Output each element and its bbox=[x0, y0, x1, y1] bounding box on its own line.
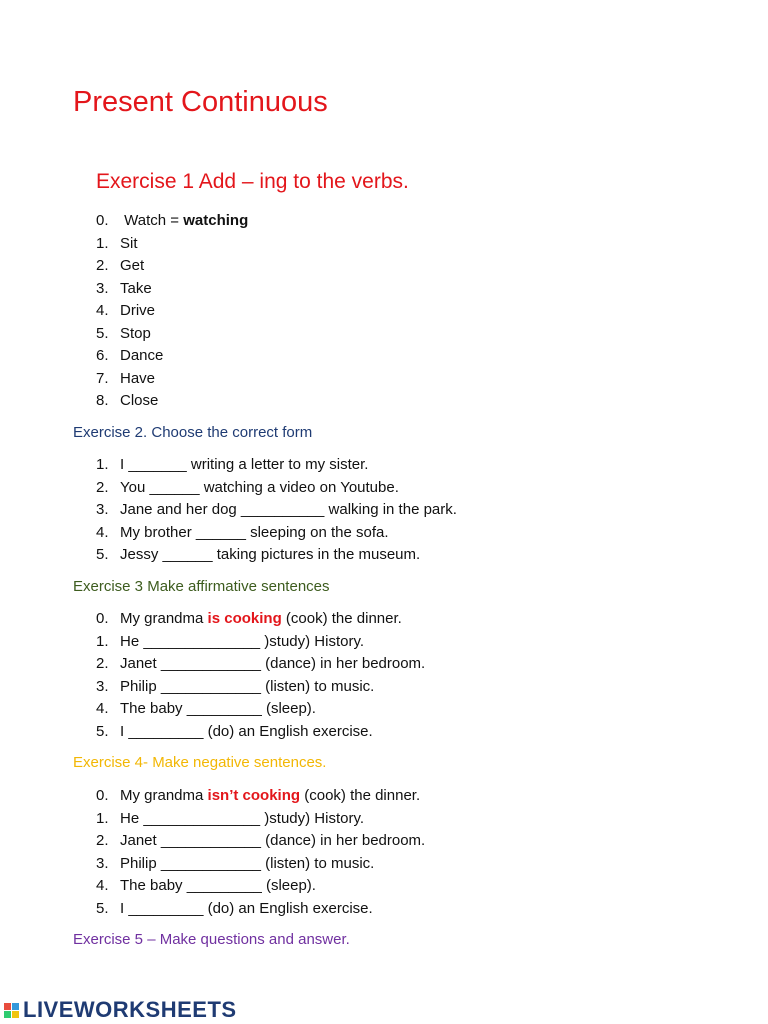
item-text: Close bbox=[120, 392, 159, 409]
item-text: Sit bbox=[120, 234, 138, 252]
list-item[interactable] bbox=[96, 477, 457, 500]
item-text: Stop bbox=[120, 324, 151, 342]
item-number: 5. bbox=[96, 722, 109, 740]
example-answer: watching bbox=[183, 212, 249, 229]
item-number: 0. bbox=[96, 610, 109, 627]
list-item[interactable] bbox=[96, 390, 248, 413]
exercise-3-list bbox=[96, 608, 425, 743]
item-number: 4. bbox=[96, 523, 109, 541]
item-text: The baby _________ (sleep). bbox=[120, 877, 316, 894]
item-text: Drive bbox=[120, 302, 156, 319]
logo-square bbox=[12, 1003, 19, 1010]
item-number: 3. bbox=[96, 677, 109, 695]
item-text: I _______ writing a letter to my sister. bbox=[120, 456, 369, 473]
item-text: He ______________ )study) History. bbox=[120, 632, 365, 650]
item-number: 0. bbox=[96, 787, 109, 804]
list-item[interactable] bbox=[96, 454, 457, 477]
logo-text: LIVEWORKSHEETS bbox=[23, 997, 237, 1022]
list-item[interactable] bbox=[96, 898, 425, 921]
page-title: Present Continuous bbox=[73, 86, 328, 118]
item-text: Janet ____________ (dance) in her bedroom. bbox=[120, 655, 426, 672]
item-number: 2. bbox=[96, 655, 109, 672]
exercise-3-example bbox=[96, 608, 425, 631]
list-item[interactable] bbox=[96, 278, 248, 301]
list-item[interactable] bbox=[96, 853, 425, 876]
list-item[interactable] bbox=[96, 830, 425, 853]
example-answer: isn’t cooking bbox=[207, 787, 301, 804]
item-text: Dance bbox=[120, 347, 164, 364]
item-text: Janet ____________ (dance) in her bedroom. bbox=[120, 832, 426, 849]
item-number: 2. bbox=[96, 257, 109, 274]
item-number: 3. bbox=[96, 279, 109, 297]
logo-square bbox=[4, 1003, 11, 1010]
logo-grid-icon bbox=[4, 1003, 19, 1018]
list-item[interactable] bbox=[96, 345, 248, 368]
item-number: 7. bbox=[96, 369, 109, 387]
item-text: He ______________ )study) History. bbox=[120, 809, 365, 827]
exercise-1-list bbox=[96, 210, 248, 413]
item-text: The baby _________ (sleep). bbox=[120, 700, 316, 717]
item-text: My brother ______ sleeping on the sofa. bbox=[120, 523, 389, 541]
example-text: My grandma bbox=[120, 787, 208, 804]
exercise-3-heading: Exercise 3 Make affirmative sentences bbox=[73, 578, 330, 595]
exercise-2-heading: Exercise 2. Choose the correct form bbox=[73, 424, 313, 441]
exercise-4-list bbox=[96, 785, 425, 920]
logo-square bbox=[4, 1011, 11, 1018]
item-number: 5. bbox=[96, 899, 109, 917]
list-item[interactable] bbox=[96, 499, 457, 522]
item-text: Have bbox=[120, 369, 156, 387]
item-number: 8. bbox=[96, 392, 109, 409]
list-item[interactable] bbox=[96, 698, 425, 721]
exercise-1-example bbox=[96, 210, 248, 233]
list-item[interactable] bbox=[96, 255, 248, 278]
list-item[interactable] bbox=[96, 721, 425, 744]
example-text-end: (cook) the dinner. bbox=[300, 787, 421, 804]
item-text: Philip ____________ (listen) to music. bbox=[120, 677, 375, 695]
list-item[interactable] bbox=[96, 875, 425, 898]
list-item[interactable] bbox=[96, 808, 425, 831]
exercise-2-list bbox=[96, 454, 457, 567]
item-text: I _________ (do) an English exercise. bbox=[120, 899, 373, 917]
liveworksheets-logo bbox=[4, 996, 237, 1024]
exercise-1-heading: Exercise 1 Add – ing to the verbs. bbox=[96, 170, 409, 193]
exercise-5-heading: Exercise 5 – Make questions and answer. bbox=[73, 931, 350, 948]
item-number: 4. bbox=[96, 700, 109, 717]
list-item[interactable] bbox=[96, 631, 425, 654]
item-number: 3. bbox=[96, 854, 109, 872]
item-text: Jane and her dog __________ walking in the park. bbox=[120, 501, 457, 518]
list-item[interactable] bbox=[96, 300, 248, 323]
example-text-end: (cook) the dinner. bbox=[281, 610, 402, 627]
item-number: 5. bbox=[96, 546, 109, 563]
list-item[interactable] bbox=[96, 368, 248, 391]
example-text: My grandma bbox=[120, 610, 208, 627]
list-item[interactable] bbox=[96, 653, 425, 676]
list-item[interactable] bbox=[96, 522, 457, 545]
item-number: 4. bbox=[96, 877, 109, 894]
item-text: Take bbox=[120, 279, 152, 297]
exercise-4-example bbox=[96, 785, 425, 808]
item-number: 3. bbox=[96, 501, 109, 518]
item-number: 1. bbox=[96, 456, 109, 473]
item-number: 1. bbox=[96, 234, 109, 252]
item-text: Philip ____________ (listen) to music. bbox=[120, 854, 375, 872]
item-number: 2. bbox=[96, 478, 109, 496]
list-item[interactable] bbox=[96, 544, 457, 567]
item-text: Get bbox=[120, 257, 145, 274]
item-text: You ______ watching a video on Youtube. bbox=[120, 478, 399, 496]
item-number: 5. bbox=[96, 324, 109, 342]
list-item[interactable] bbox=[96, 323, 248, 346]
example-text: Watch = bbox=[124, 212, 184, 229]
example-answer: is cooking bbox=[207, 610, 282, 627]
item-number: 4. bbox=[96, 302, 109, 319]
item-number: 2. bbox=[96, 832, 109, 849]
item-number: 0. bbox=[96, 212, 109, 229]
list-item[interactable] bbox=[96, 676, 425, 699]
logo-square bbox=[12, 1011, 19, 1018]
exercise-4-heading: Exercise 4- Make negative sentences. bbox=[73, 754, 327, 771]
item-number: 1. bbox=[96, 632, 109, 650]
item-text: Jessy ______ taking pictures in the museum. bbox=[120, 546, 421, 563]
item-number: 6. bbox=[96, 347, 109, 364]
list-item[interactable] bbox=[96, 233, 248, 256]
item-number: 1. bbox=[96, 809, 109, 827]
item-text: I _________ (do) an English exercise. bbox=[120, 722, 373, 740]
